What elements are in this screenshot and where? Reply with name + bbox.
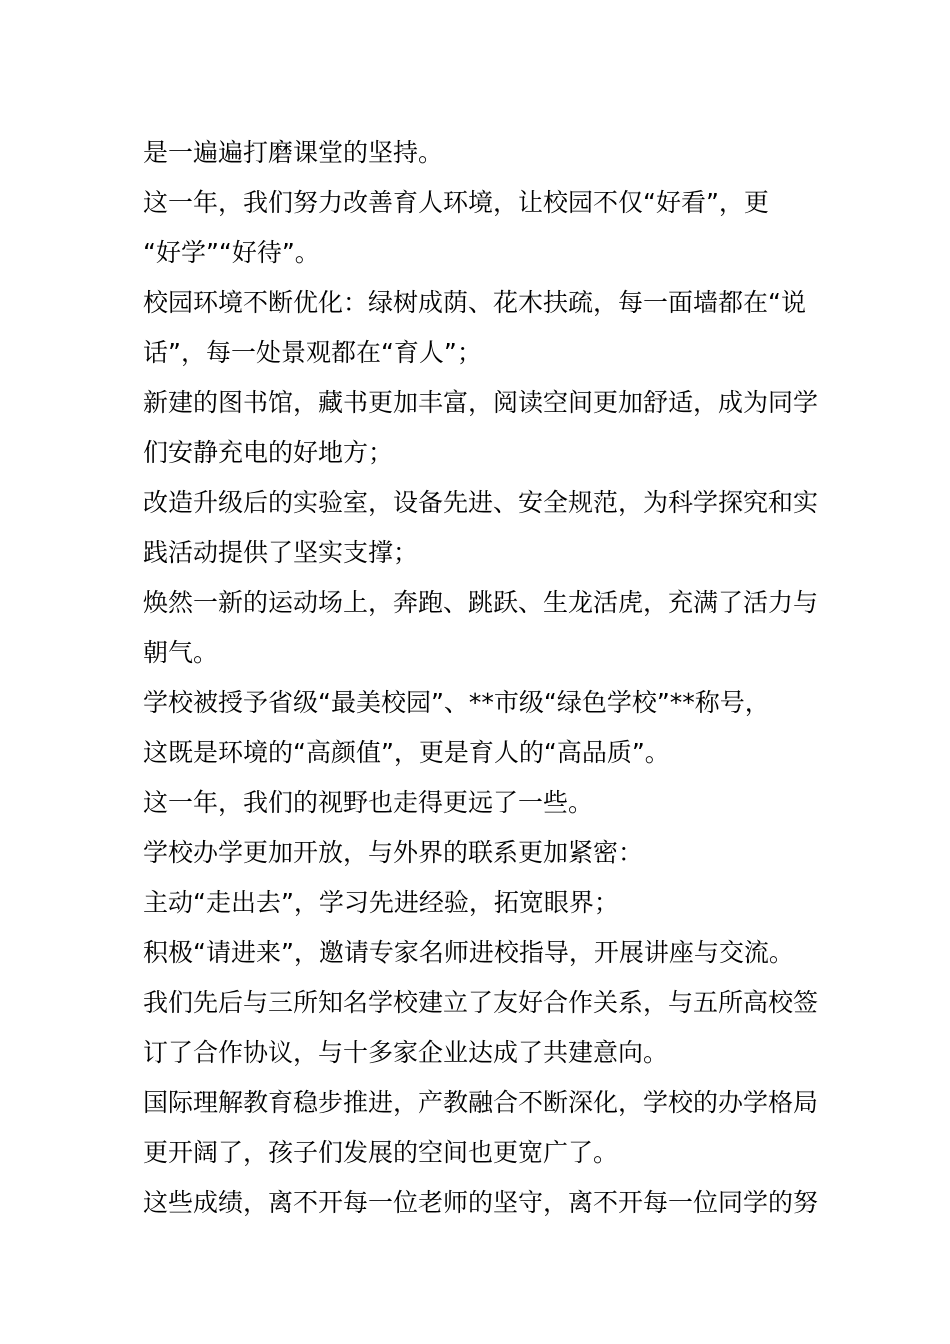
text-line: 这些成绩，离不开每一位老师的坚守，离不开每一位同学的努 (143, 1188, 819, 1217)
text-line: 更开阔了，孩子们发展的空间也更宽广了。 (143, 1138, 619, 1167)
text-line: 焕然一新的运动场上，奔跑、跳跃、生龙活虎，充满了活力与 (143, 588, 819, 617)
text-line: 是一遍遍打磨课堂的坚持。 (143, 138, 444, 167)
text-line: 这一年，我们努力改善育人环境，让校园不仅“好看”，更 (143, 188, 769, 217)
text-line: 主动“走出去”，学习先进经验，拓宽眼界； (143, 888, 619, 917)
text-line: 我们先后与三所知名学校建立了友好合作关系，与五所高校签 (143, 988, 819, 1017)
text-line: 新建的图书馆，藏书更加丰富，阅读空间更加舒适，成为同学 (143, 388, 819, 417)
text-line: 校园环境不断优化：绿树成荫、花木扶疏，每一面墙都在“说 (143, 288, 806, 317)
text-line: 国际理解教育稳步推进，产教融合不断深化，学校的办学格局 (143, 1088, 819, 1117)
text-line: 这既是环境的“高颜值”，更是育人的“高品质”。 (143, 738, 670, 767)
text-line: “好学”“好待”。 (143, 238, 320, 267)
text-line: 践活动提供了坚实支撑； (143, 538, 419, 567)
body-text (143, 128, 819, 1228)
text-line: 改造升级后的实验室，设备先进、安全规范，为科学探究和实 (143, 488, 819, 517)
text-line: 朝气。 (143, 638, 219, 667)
text-line: 话”，每一处景观都在“育人”； (143, 338, 482, 367)
text-line: 们安静充电的好地方； (143, 438, 394, 467)
text-line: 积极“请进来”，邀请专家名师进校指导，开展讲座与交流。 (143, 938, 794, 967)
text-line: 订了合作协议，与十多家企业达成了共建意向。 (143, 1038, 669, 1067)
text-line: 学校被授予省级“最美校园”、**市级“绿色学校”**称号， (143, 688, 770, 717)
text-line: 学校办学更加开放，与外界的联系更加紧密： (143, 838, 644, 867)
text-line: 这一年，我们的视野也走得更远了一些。 (143, 788, 594, 817)
